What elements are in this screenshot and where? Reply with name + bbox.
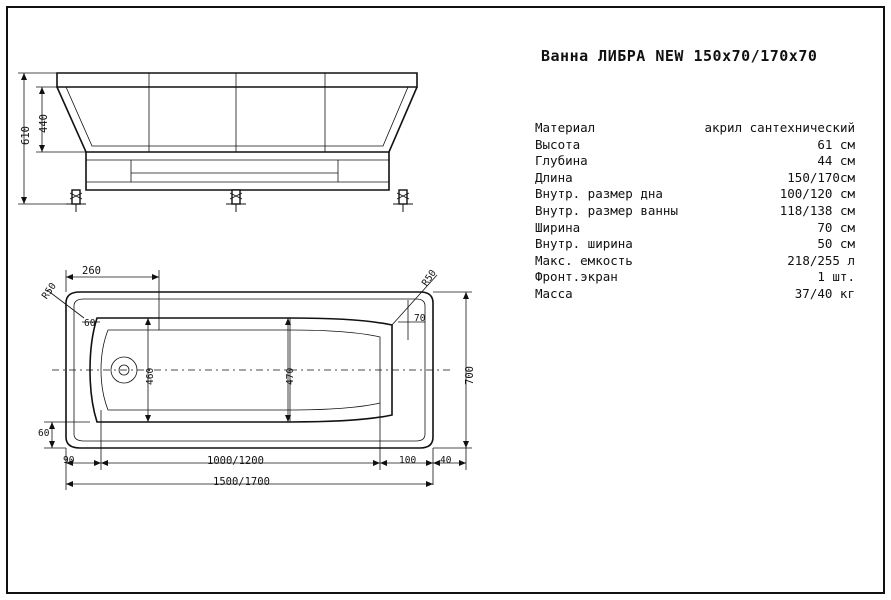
spec-value: 1 шт. bbox=[817, 269, 855, 285]
spec-key: Ширина bbox=[535, 219, 581, 235]
dim-left-inner-offset: 60 bbox=[84, 318, 96, 329]
spec-row-depth bbox=[535, 153, 855, 170]
dim-overall-height: 610 bbox=[20, 126, 32, 145]
spec-row-width bbox=[535, 220, 855, 237]
spec-row-inner-bottom bbox=[535, 186, 855, 203]
dim-left-radius: R50 bbox=[40, 280, 59, 302]
dim-right-inner-offset: 70 bbox=[414, 313, 426, 324]
dim-left-offset: 260 bbox=[82, 265, 101, 277]
spec-row-capacity bbox=[535, 253, 855, 270]
spec-key: Длина bbox=[535, 169, 573, 185]
spec-key: Масса bbox=[535, 285, 573, 301]
spec-row-material bbox=[535, 120, 855, 137]
spec-value: акрил сантехнический bbox=[704, 120, 855, 135]
spec-value: 150/170см bbox=[787, 169, 855, 185]
spec-row-front-panel bbox=[535, 269, 855, 286]
spec-key: Высота bbox=[535, 136, 581, 152]
spec-value: 37/40 кг bbox=[794, 285, 855, 301]
dim-bottom-offset: 60 bbox=[38, 428, 50, 439]
spec-key: Материал bbox=[535, 120, 596, 135]
dim-bottom-width-left: 460 bbox=[145, 367, 156, 385]
spec-value: 118/138 см bbox=[779, 202, 855, 218]
spec-value: 44 см bbox=[817, 153, 855, 169]
dim-overall-length: 1500/1700 bbox=[213, 476, 270, 488]
spec-row-mass bbox=[535, 286, 855, 303]
front-elevation-view bbox=[18, 73, 417, 212]
spec-row-inner-bath bbox=[535, 203, 855, 220]
dim-right-radius: R50 bbox=[420, 267, 439, 289]
spec-key: Фронт.экран bbox=[535, 269, 618, 285]
spec-row-length bbox=[535, 170, 855, 187]
spec-value: 218/255 л bbox=[787, 252, 855, 268]
spec-key: Внутр. размер ванны bbox=[535, 202, 678, 218]
dim-bottom-width-mid: 470 bbox=[285, 367, 296, 385]
spec-key: Макс. емкость bbox=[535, 252, 633, 268]
spec-value: 100/120 см bbox=[779, 186, 855, 202]
dim-right-small: 40 bbox=[440, 455, 452, 466]
spec-row-inner-width bbox=[535, 236, 855, 253]
dim-overall-width: 700 bbox=[464, 366, 476, 385]
dim-left-edge: 90 bbox=[63, 455, 75, 466]
page-title: Ванна ЛИБРА NEW 150x70/170x70 bbox=[541, 47, 818, 65]
spec-key: Глубина bbox=[535, 153, 588, 169]
spec-value: 70 см bbox=[817, 219, 855, 235]
specification-list bbox=[535, 120, 855, 303]
spec-key: Внутр. размер дна bbox=[535, 186, 663, 202]
dim-inner-depth: 440 bbox=[38, 114, 50, 133]
dim-right-edge: 100 bbox=[399, 455, 417, 466]
spec-value: 61 см bbox=[817, 136, 855, 152]
spec-key: Внутр. ширина bbox=[535, 236, 633, 252]
spec-row-height bbox=[535, 137, 855, 154]
dim-inner-length: 1000/1200 bbox=[207, 455, 264, 467]
spec-value: 50 см bbox=[817, 236, 855, 252]
